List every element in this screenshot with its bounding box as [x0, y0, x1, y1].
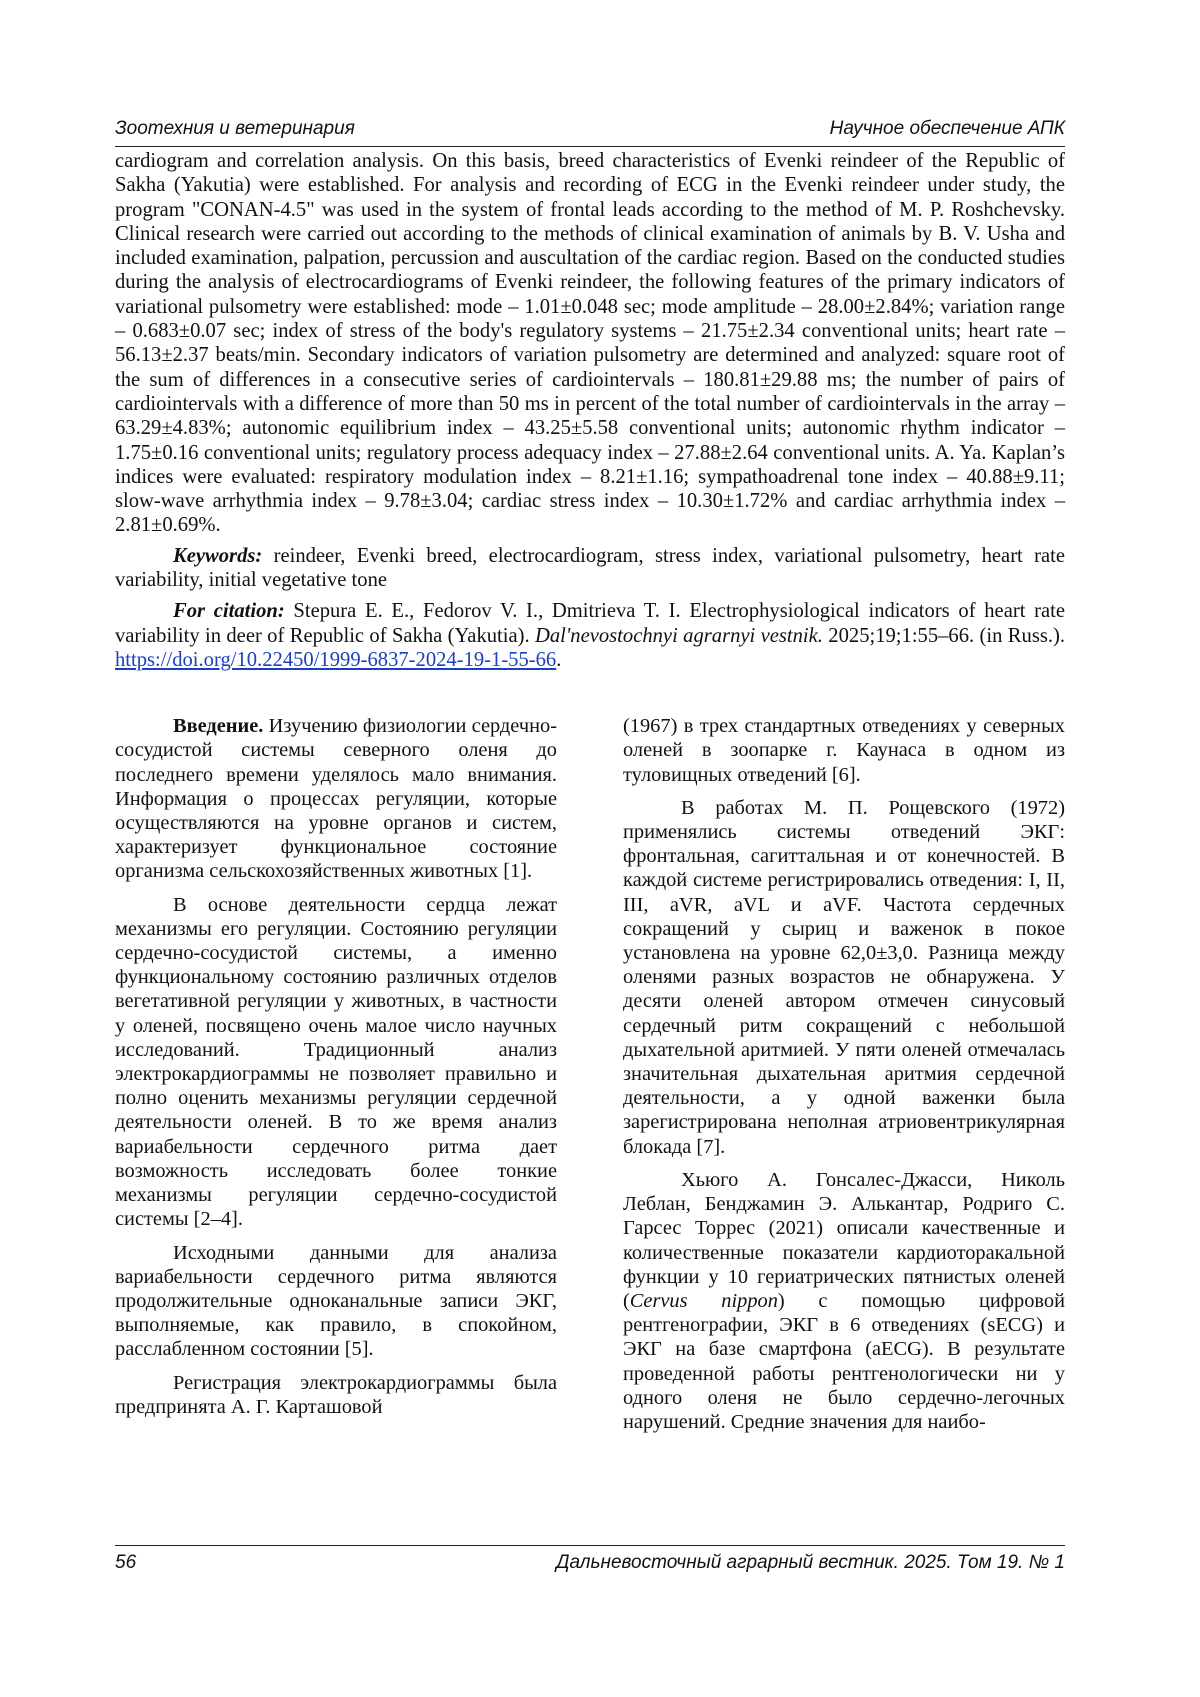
paragraph [623, 1168, 1065, 1434]
paragraph: В основе деятельности сердца лежат механизмы его регуляции. Состоянию регуляции сердечно-сосудистой системы, а именно функциональному состоянию различных отделов вегетативной регуляции у животных, в частности у оленей, посвящено очень малое число научных исследований. Традиционный анализ электрокардиограммы не позволяет правильно и полно оценить механизмы регуляции сердечной деятельности оленей. В то же время анализ вариабельности сердечного ритма дает возможность исследовать более тонкие механизмы регуляции сердечно-сосудистой системы [2–4]. [115, 893, 557, 1231]
paragraph: Регистрация электрокардиограммы была предпринята А. Г. Карташовой [115, 1371, 557, 1418]
keywords-text: reindeer, Evenki breed, electrocardiogram, stress index, variational pulsometry, heart rate variability, initial vegetative tone [115, 544, 1065, 592]
page-number: 56 [115, 1552, 137, 1573]
citation-label: For citation: [173, 600, 285, 623]
doi-link[interactable]: https://doi.org/10.22450/1999-6837-2024-19-1-55-66 [115, 648, 557, 671]
header-section: Зоотехния и ветеринария [115, 118, 355, 139]
running-footer [115, 1545, 1065, 1574]
paragraph-continued: (1967) в трех стандартных отведениях у северных оленей в зоопарке г. Каунаса в одном из туловищных отведений [6]. [623, 715, 1065, 786]
keywords-label: Keywords: [173, 544, 263, 567]
citation-journal: Dal'nevostochnyi agrarnyi vestnik. [535, 624, 823, 647]
right-column [623, 714, 1065, 1434]
intro-text: Изучению физиологии сердечно-сосудистой системы северного оленя до последнего времени уделялось мало внимания. Информация о процессах регуляции, которые осуществляются на уровне органов и систем, характеризует функциональное состояние организма сельскохозяйственных животных [1]. [115, 715, 557, 883]
species-name: Cervus nippon [629, 1289, 778, 1312]
journal-issue: Дальневосточный аграрный вестник. 2025. Том 19. № 1 [556, 1552, 1065, 1573]
abstract-text: cardiogram and correlation analysis. On this basis, breed characteristics of Evenki reindeer of the Republic of Sakha (Yakutia) were established. For analysis and recording of ECG in the Evenki reindeer under study, the program "CONAN-4.5" was used in the system of frontal leads according to the method of M. P. Roshchevsky. Clinical research were carried out according to the methods of clinical examination of animals by B. V. Usha and included examination, palpation, percussion and auscultation of the cardiac region. Based on the conducted studies during the analysis of electrocardiograms of Evenki reindeer, the following features of the primary indicators of variational pulsometry were established: mode – 1.01±0.048 sec; mode amplitude – 28.00±2.84%; variation range – 0.683±0.07 sec; index of stress of the body's regulatory systems – 21.75±2.34 conventional units; heart rate – 56.13±2.37 beats/min. Secondary indicators of variation pulsometry are determined and analyzed: square root of the sum of differences in a consecutive series of cardiointervals – 180.81±29.88 ms; the number of pairs of cardiointervals with a difference of more than 50 ms in percent of the total number of cardiointervals in the array – 63.29±4.83%; autonomic equilibrium index – 43.25±5.58 conventional units; autonomic rhythm indicator – 1.75±0.16 conventional units; regulatory process adequacy index – 27.88±2.64 conventional units. A. Ya. Kaplan’s indices were evaluated: respiratory modulation index – 8.21±1.16; sympathoadrenal tone index – 40.88±9.11; slow-wave arrhythmia index – 9.78±3.04; cardiac stress index – 10.30±1.72% and cardiac arrhythmia index – 2.81±0.69%. [115, 150, 1065, 537]
paragraph: В работах М. П. Рощевского (1972) применялись системы отведений ЭКГ: фронтальная, сагиттальная и от конечностей. В каждой системе регистрировались отведения: I, II, III, aVR, aVL и aVF. Частота сердечных сокращений у сыриц и важенок в покое установлена на уровне 62,0±3,0. Разница между оленями разных возрастов не обнаружена. У десяти оленей автором отмечен синусовый сердечный ритм сокращений с небольшой дыхательной аритмией. У пяти оленей отмечалась значительная дыхательная аритмия сердечной деятельности, а у одной важенки была зарегистрирована неполная атриовентрикулярная блокада [7]. [623, 796, 1065, 1158]
page [115, 118, 1065, 1434]
paragraph-text: Хьюго А. Гонсалес-Джасси, Николь Леблан, Бенджамин Э. Алькантар, Родриго С. Гарсес Торрес (2021) описали качественные и количественные показатели кардиоторакальной функции у 10 гериатрических пятнистых оленей ( [623, 1168, 1065, 1312]
citation [115, 599, 1065, 672]
intro-paragraph [115, 714, 557, 883]
citation-tail: 2025;19;1:55–66. (in Russ.). [822, 624, 1066, 647]
paragraph: Исходными данными для анализа вариабельности сердечного ритма являются продолжительные одноканальные записи ЭКГ, выполняемые, как правило, в спокойном, расслабленном состоянии [5]. [115, 1241, 557, 1361]
body-columns [115, 714, 1065, 1434]
citation-end: . [556, 648, 562, 671]
intro-heading: Введение. [173, 715, 264, 738]
running-header [115, 118, 1065, 147]
paragraph-text: ) с помощью цифровой рентгенографии, ЭКГ в 6 отведениях (sECG) и ЭКГ на базе смартфона (aECG). В результате проведенной работы рентгенологически ни у одного оленя не было сердечно-легочных нарушений. Средние значения для наибо- [623, 1289, 1065, 1433]
abstract [115, 149, 1065, 672]
left-column [115, 714, 557, 1434]
keywords [115, 544, 1065, 593]
citation-text: Stepura E. E., Fedorov V. I., Dmitrieva T. I. Electrophysiological indicators of heart rate variability in deer of Republic of Sakha (Yakutia). [115, 600, 1065, 647]
header-rubric: Научное обеспечение АПК [829, 118, 1065, 139]
